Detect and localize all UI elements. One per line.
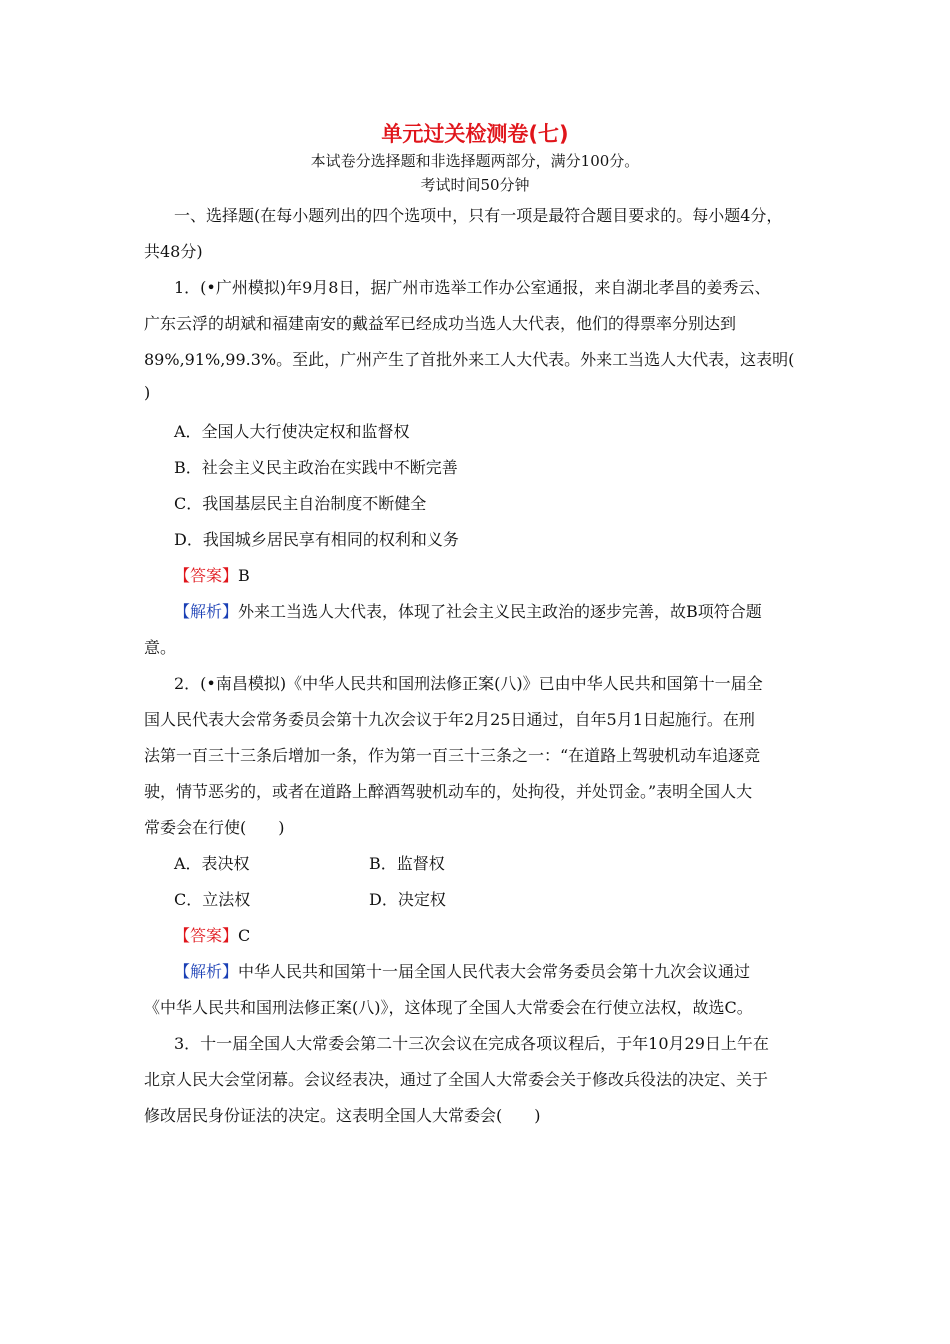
q1-answer — [174, 563, 250, 586]
q1-stem-line4: ) — [144, 383, 151, 402]
q2-explanation-line2: 《中华人民共和国刑法修正案(八)》，这体现了全国人大常委会在行使立法权，故选C。 — [144, 998, 753, 1017]
answer-tag: 【答案】 — [174, 566, 239, 585]
subtitle-scoring: 本试卷分选择题和非选择题两部分，满分100分。 — [310, 152, 640, 170]
q2-explanation-line1 — [174, 959, 750, 982]
explain-tag: 【解析】 — [174, 962, 239, 981]
q1-stem-line2: 广东云浮的胡斌和福建南安的戴益军已经成功当选人大代表，他们的得票率分别达到 — [144, 314, 737, 333]
q3-stem-line2: 北京人民大会堂闭幕。会议经表决，通过了全国人大常委会关于修改兵役法的决定、关于 — [144, 1070, 769, 1089]
q2-stem-line5: 常委会在行使( ) — [144, 818, 285, 837]
q2-option-d: D．决定权 — [369, 890, 446, 909]
answer-value: B — [238, 566, 250, 585]
section-heading-line2: 共48分) — [144, 242, 203, 261]
q1-explanation-line2: 意。 — [144, 638, 177, 657]
q1-option-b: B．社会主义民主政治在实践中不断完善 — [174, 458, 458, 477]
explain-text: 外来工当选人大代表，体现了社会主义民主政治的逐步完善，故B项符合题 — [238, 602, 762, 621]
q3-stem-line1: 3．十一届全国人大常委会第二十三次会议在完成各项议程后，于年10月29日上午在 — [174, 1034, 769, 1053]
subtitle-time: 考试时间50分钟 — [420, 176, 530, 194]
answer-tag: 【答案】 — [174, 926, 239, 945]
q1-explanation-line1 — [174, 599, 762, 622]
q2-option-a: A．表决权 — [174, 854, 250, 873]
q2-stem-line2: 国人民代表大会常务委员会第十九次会议于年2月25日通过，自年5月1日起施行。在刑 — [144, 710, 755, 729]
q1-stem-line3: 89%,91%,99.3%。至此，广州产生了首批外来工人大代表。外来工当选人大代表，这表明( — [144, 350, 795, 369]
q2-stem-line4: 驶，情节恶劣的，或者在道路上醉酒驾驶机动车的，处拘役，并处罚金。”表明全国人大 — [144, 782, 753, 801]
section-heading-line1: 一、选择题(在每小题列出的四个选项中，只有一项是最符合题目要求的。每小题4分， — [174, 206, 783, 225]
q2-option-b: B．监督权 — [369, 854, 445, 873]
explain-tag: 【解析】 — [174, 602, 239, 621]
q1-option-d: D．我国城乡居民享有相同的权利和义务 — [174, 530, 459, 549]
q2-stem-line1: 2．(•南昌模拟)《中华人民共和国刑法修正案(八)》已由中华人民共和国第十一届全 — [174, 674, 763, 693]
answer-value: C — [238, 926, 251, 945]
q2-stem-line3: 法第一百三十三条后增加一条，作为第一百三十三条之一：“在道路上驾驶机动车追逐竞 — [144, 746, 761, 765]
explain-text: 中华人民共和国第十一届全国人民代表大会常务委员会第十九次会议通过 — [238, 962, 751, 981]
q1-option-a: A．全国人大行使决定权和监督权 — [174, 422, 410, 441]
q2-option-c: C．立法权 — [174, 890, 251, 909]
page-title: 单元过关检测卷(七) — [381, 122, 569, 146]
q1-stem-line1: 1．(•广州模拟)年9月8日，据广州市选举工作办公室通报，来自湖北孝昌的姜秀云、 — [174, 278, 771, 297]
q3-stem-line3: 修改居民身份证法的决定。这表明全国人大常委会( ) — [144, 1106, 541, 1125]
q1-option-c: C．我国基层民主自治制度不断健全 — [174, 494, 427, 513]
q2-answer — [174, 923, 250, 946]
